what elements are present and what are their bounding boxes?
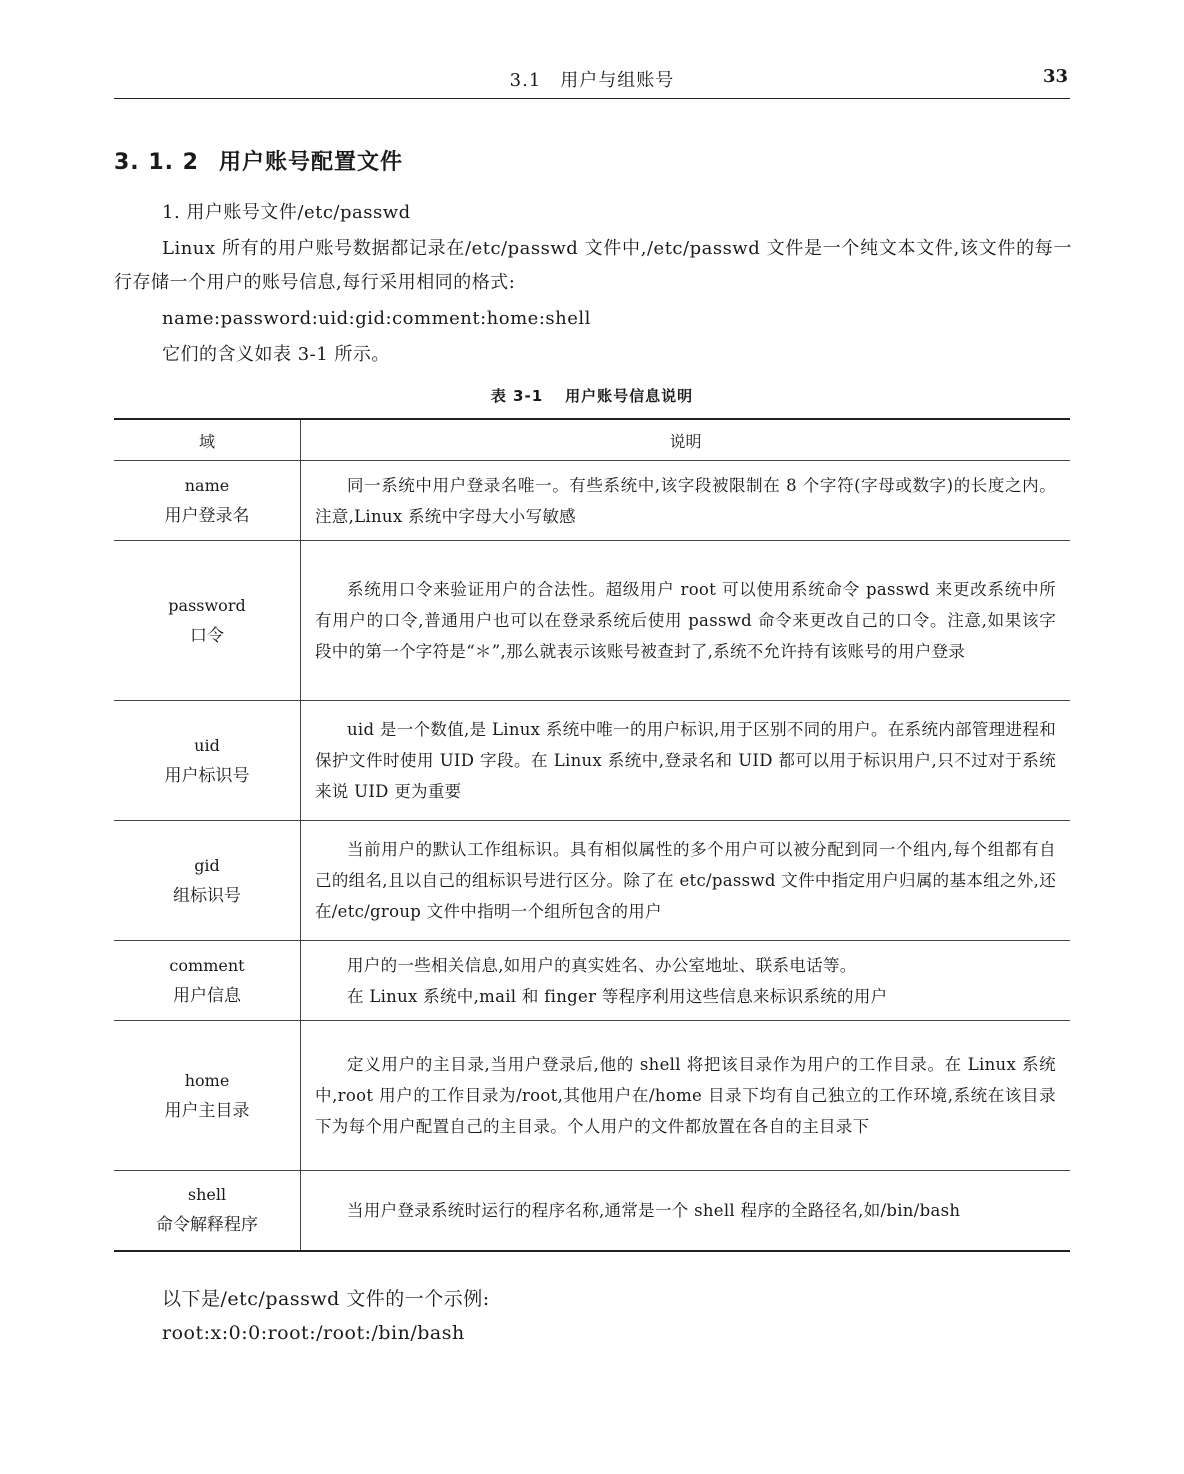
table-row bbox=[114, 821, 1070, 941]
field-name-en: name bbox=[184, 475, 230, 495]
field-cell bbox=[114, 1171, 301, 1251]
description-text: 定义用户的主目录,当用户登录后,他的 shell 将把该目录作为用户的工作目录。在 Linux 系统中,root 用户的工作目录为/root,其他用户在/home 目录下均有自己独立的工作环境,系统在该目录下为每个用户配置自己的主目录。个人用户的文件都放置在各自的主目录下 bbox=[315, 1055, 1056, 1136]
header-field: 域 bbox=[114, 419, 301, 461]
table-row bbox=[114, 1021, 1070, 1171]
table-header-row bbox=[114, 419, 1070, 461]
table-row bbox=[114, 1171, 1070, 1251]
section-heading-number: 3. 1. 2 bbox=[114, 150, 199, 175]
format-line: name:password:uid:gid:comment:home:shell bbox=[162, 308, 591, 329]
field-name-en: uid bbox=[194, 735, 220, 755]
description-text: 同一系统中用户登录名唯一。有些系统中,该字段被限制在 8 个字符(字母或数字)的长度之内。注意,Linux 系统中字母大小写敏感 bbox=[315, 475, 1056, 526]
field-name-zh: 用户登录名 bbox=[164, 505, 250, 526]
description-cell bbox=[301, 941, 1071, 1021]
description-cell bbox=[301, 701, 1071, 821]
field-name-en: gid bbox=[194, 855, 220, 875]
page-number: 33 bbox=[1042, 66, 1068, 87]
field-name-zh: 命令解释程序 bbox=[156, 1215, 258, 1236]
header-description: 说明 bbox=[301, 419, 1071, 461]
description-cell bbox=[301, 1021, 1071, 1171]
running-header-section: 3.1 用户与组账号 bbox=[509, 70, 675, 91]
description-cell bbox=[301, 541, 1071, 701]
field-name-zh: 用户主目录 bbox=[164, 1100, 250, 1121]
example-line: root:x:0:0:root:/root:/bin/bash bbox=[162, 1322, 465, 1344]
description-text: 当用户登录系统时运行的程序名称,通常是一个 shell 程序的全路径名,如/bin/bash bbox=[347, 1200, 961, 1220]
table-reference-paragraph: 它们的含义如表 3-1 所示。 bbox=[162, 344, 390, 365]
field-name-en: shell bbox=[187, 1185, 227, 1205]
description-cell bbox=[301, 1171, 1071, 1251]
description-line: 在 Linux 系统中,mail 和 finger 等程序利用这些信息来标识系统的用户 bbox=[347, 986, 888, 1006]
user-account-table bbox=[114, 418, 1070, 1252]
field-name-zh: 用户信息 bbox=[173, 985, 241, 1006]
field-cell bbox=[114, 701, 301, 821]
field-cell bbox=[114, 541, 301, 701]
description-text: uid 是一个数值,是 Linux 系统中唯一的用户标识,用于区别不同的用户。在系统内部管理进程和保护文件时使用 UID 字段。在 Linux 系统中,登录名和 UID 都可以用于标识用户,只不过对于系统来说 UID 更为重要 bbox=[315, 720, 1056, 801]
subsection-title: 1. 用户账号文件/etc/passwd bbox=[162, 202, 411, 223]
table-row bbox=[114, 541, 1070, 701]
field-name-en: comment bbox=[169, 955, 245, 975]
running-header bbox=[114, 62, 1070, 99]
description-cell bbox=[301, 821, 1071, 941]
table-row bbox=[114, 461, 1070, 541]
intro-paragraph: Linux 所有的用户账号数据都记录在/etc/passwd 文件中,/etc/passwd 文件是一个纯文本文件,该文件的每一行存储一个用户的账号信息,每行采用相同的格式: bbox=[114, 238, 1072, 293]
table-caption-title: 用户账号信息说明 bbox=[565, 387, 694, 405]
field-cell bbox=[114, 1021, 301, 1171]
field-name-en: password bbox=[168, 595, 246, 615]
description-text: 当前用户的默认工作组标识。具有相似属性的多个用户可以被分配到同一个组内,每个组都有自己的组名,且以自己的组标识号进行区分。除了在 etc/passwd 文件中指定用户归属的基本组之外,还在/etc/group 文件中指明一个组所包含的用户 bbox=[315, 840, 1056, 921]
field-name-zh: 口令 bbox=[190, 625, 224, 646]
description-cell bbox=[301, 461, 1071, 541]
field-name-zh: 用户标识号 bbox=[164, 765, 250, 786]
table-caption-number: 表 3-1 bbox=[490, 387, 544, 405]
section-heading bbox=[114, 145, 403, 176]
table-row bbox=[114, 941, 1070, 1021]
description-text: 系统用口令来验证用户的合法性。超级用户 root 可以使用系统命令 passwd 来更改系统中所有用户的口令,普通用户也可以在登录系统后使用 passwd 命令来更改自己的口令。注意,如果该字段中的第一个字符是“＊”,那么就表示该账号被查封了,系统不允许持有该账号的用户登录 bbox=[315, 580, 1056, 661]
field-cell bbox=[114, 821, 301, 941]
example-intro: 以下是/etc/passwd 文件的一个示例: bbox=[162, 1288, 490, 1310]
section-heading-title: 用户账号配置文件 bbox=[218, 150, 403, 175]
field-name-zh: 组标识号 bbox=[173, 885, 241, 906]
field-name-en: home bbox=[184, 1070, 230, 1090]
table-row bbox=[114, 701, 1070, 821]
table-caption bbox=[114, 385, 1070, 406]
description-line: 用户的一些相关信息,如用户的真实姓名、办公室地址、联系电话等。 bbox=[347, 955, 857, 975]
field-cell bbox=[114, 941, 301, 1021]
field-cell bbox=[114, 461, 301, 541]
